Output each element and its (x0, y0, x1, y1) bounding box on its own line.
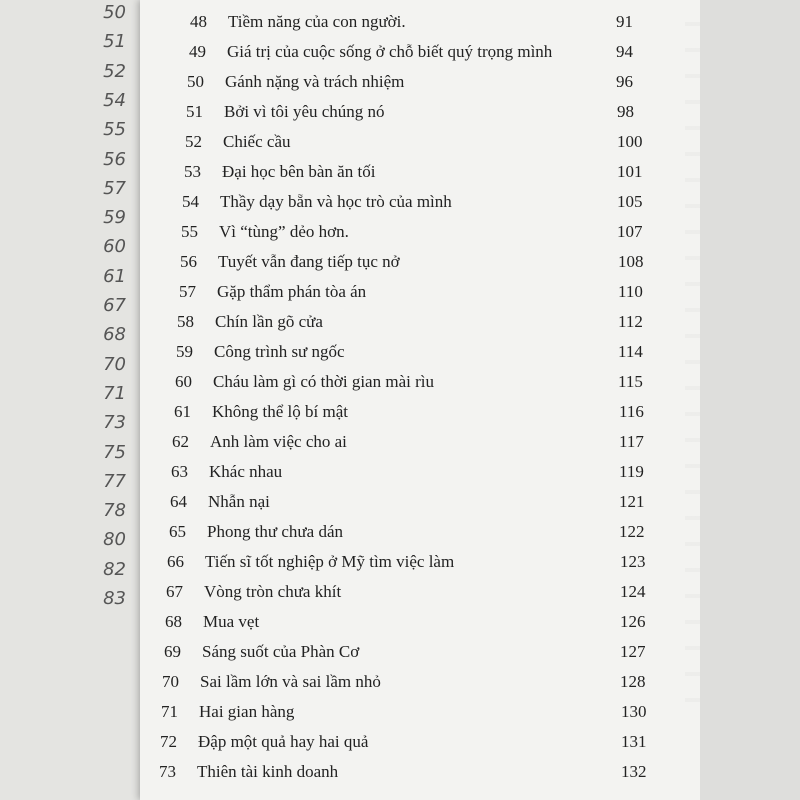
underlying-page-number: 61 (103, 265, 126, 287)
entry-title: Mua vẹt (203, 612, 260, 631)
entry-number: 48 (190, 12, 207, 31)
toc-entry (159, 762, 659, 786)
entry-page: 130 (621, 702, 647, 721)
entry-number: 54 (182, 192, 199, 211)
underlying-page-number: 82 (103, 558, 126, 580)
entry-title: Công trình sư ngốc (214, 342, 345, 361)
entry-number: 59 (176, 342, 193, 361)
underlying-page-number: 52 (103, 60, 126, 82)
entry-page: 116 (619, 402, 644, 421)
entry-page: 98 (617, 102, 634, 121)
entry-title: Tiềm năng của con người. (228, 12, 406, 31)
entry-page: 101 (617, 162, 643, 181)
entry-number: 70 (162, 672, 179, 691)
entry-title: Sai lầm lớn và sai lầm nhỏ (200, 672, 381, 691)
entry-number: 66 (167, 552, 184, 571)
entry-page: 117 (619, 432, 644, 451)
toc-entry (187, 72, 687, 96)
entry-page: 91 (616, 12, 633, 31)
underlying-page (0, 0, 142, 800)
underlying-page-number: 54 (103, 89, 126, 111)
underlying-page-number: 78 (103, 500, 126, 522)
toc-entry (171, 462, 671, 486)
entry-number: 57 (179, 282, 196, 301)
underlying-page-number: 77 (103, 470, 126, 492)
toc-entry (182, 192, 682, 216)
background-surface (700, 0, 800, 800)
entry-page: 126 (620, 612, 646, 631)
entry-page: 122 (619, 522, 645, 541)
underlying-page-number: 59 (103, 207, 126, 229)
toc-entry (160, 732, 660, 756)
entry-number: 69 (164, 642, 181, 661)
entry-number: 61 (174, 402, 191, 421)
toc-entry (181, 222, 681, 246)
toc-entry (175, 372, 675, 396)
toc-entry (184, 162, 684, 186)
underlying-page-number: 60 (103, 236, 126, 258)
toc-entry (169, 522, 669, 546)
entry-title: Hai gian hàng (199, 702, 295, 721)
underlying-page-number: 50 (103, 2, 126, 23)
toc-entry (172, 432, 672, 456)
entry-title: Giá trị của cuộc sống ở chỗ biết quý trọng mình (227, 42, 553, 61)
entry-title: Đập một quả hay hai quả (198, 732, 369, 751)
entry-title: Chín lần gõ cửa (215, 312, 323, 331)
entry-title: Phong thư chưa dán (207, 522, 343, 541)
entry-number: 53 (184, 162, 201, 181)
toc-entry (185, 132, 685, 156)
toc-entry (179, 282, 679, 306)
entry-title: Thầy dạy bẵn và học trò của mình (220, 192, 452, 211)
underlying-page-number: 56 (103, 148, 126, 170)
entry-title: Sáng suốt của Phàn Cơ (202, 642, 360, 661)
entry-number: 65 (169, 522, 186, 541)
underlying-page-number: 71 (103, 382, 126, 404)
underlying-page-number: 55 (103, 119, 126, 141)
entry-number: 62 (172, 432, 189, 451)
entry-page: 121 (619, 492, 645, 511)
book-page (140, 0, 700, 800)
toc-entry (167, 552, 667, 576)
entry-page: 115 (618, 372, 643, 391)
entry-page: 112 (618, 312, 643, 331)
toc-entry (166, 582, 666, 606)
entry-number: 52 (185, 132, 202, 151)
entry-title: Nhẫn nại (208, 492, 270, 511)
entry-title: Gặp thẩm phán tòa án (217, 282, 367, 301)
entry-page: 114 (618, 342, 643, 361)
entry-page: 100 (617, 132, 643, 151)
entry-number: 56 (180, 252, 197, 271)
toc-entry (164, 642, 664, 666)
entry-number: 64 (170, 492, 187, 511)
underlying-page-number: 75 (103, 441, 126, 463)
entry-title: Vòng tròn chưa khít (204, 582, 342, 601)
entry-page: 127 (620, 642, 646, 661)
entry-page: 128 (620, 672, 646, 691)
toc-entry (165, 612, 665, 636)
entry-number: 55 (181, 222, 198, 241)
toc-entry (174, 402, 674, 426)
toc-entry (190, 12, 690, 36)
entry-title: Vì “tùng” dẻo hơn. (219, 222, 349, 241)
entry-page: 94 (616, 42, 633, 61)
entry-title: Tiến sĩ tốt nghiệp ở Mỹ tìm việc làm (205, 552, 455, 571)
entry-page: 124 (620, 582, 646, 601)
entry-title: Đại học bên bàn ăn tối (222, 162, 376, 181)
underlying-page-number: 51 (103, 31, 126, 53)
entry-number: 58 (177, 312, 194, 331)
entry-page: 107 (617, 222, 643, 241)
entry-title: Thiên tài kinh doanh (197, 762, 339, 781)
entry-title: Khác nhau (209, 462, 283, 481)
entry-number: 49 (189, 42, 206, 61)
entry-page: 110 (618, 282, 643, 301)
entry-page: 123 (620, 552, 646, 571)
entry-number: 63 (171, 462, 188, 481)
entry-number: 67 (166, 582, 183, 601)
underlying-page-number: 57 (103, 177, 126, 199)
entry-number: 60 (175, 372, 192, 391)
entry-page: 108 (618, 252, 644, 271)
entry-number: 71 (161, 702, 178, 721)
toc-entry (162, 672, 662, 696)
entry-number: 72 (160, 732, 177, 751)
toc-entry (177, 312, 677, 336)
entry-title: Gánh nặng và trách nhiệm (225, 72, 405, 91)
entry-title: Không thể lộ bí mật (212, 402, 348, 421)
entry-page: 131 (621, 732, 647, 751)
entry-page: 96 (616, 72, 633, 91)
entry-title: Bởi vì tôi yêu chúng nó (224, 102, 385, 121)
entry-page: 105 (617, 192, 643, 211)
entry-title: Anh làm việc cho ai (210, 432, 347, 451)
entry-title: Tuyết vẫn đang tiếp tục nở (218, 252, 400, 271)
entry-title: Chiếc cầu (223, 132, 291, 151)
toc-entry (176, 342, 676, 366)
toc-entry (170, 492, 670, 516)
underlying-page-number: 73 (103, 412, 126, 434)
entry-number: 73 (159, 762, 176, 781)
underlying-page-number: 70 (103, 353, 126, 375)
entry-number: 51 (186, 102, 203, 121)
toc-entry (189, 42, 689, 66)
entry-title: Cháu làm gì có thời gian mài rìu (213, 372, 434, 391)
entry-page: 132 (621, 762, 647, 781)
entry-number: 68 (165, 612, 182, 631)
underlying-page-number: 67 (103, 295, 126, 316)
toc-entry (186, 102, 686, 126)
entry-number: 50 (187, 72, 204, 91)
entry-page: 119 (619, 462, 644, 481)
underlying-page-number: 83 (103, 588, 126, 609)
underlying-page-number: 80 (103, 529, 126, 551)
toc-entry (180, 252, 680, 276)
toc-entry (161, 702, 661, 726)
underlying-page-number: 68 (103, 324, 126, 346)
